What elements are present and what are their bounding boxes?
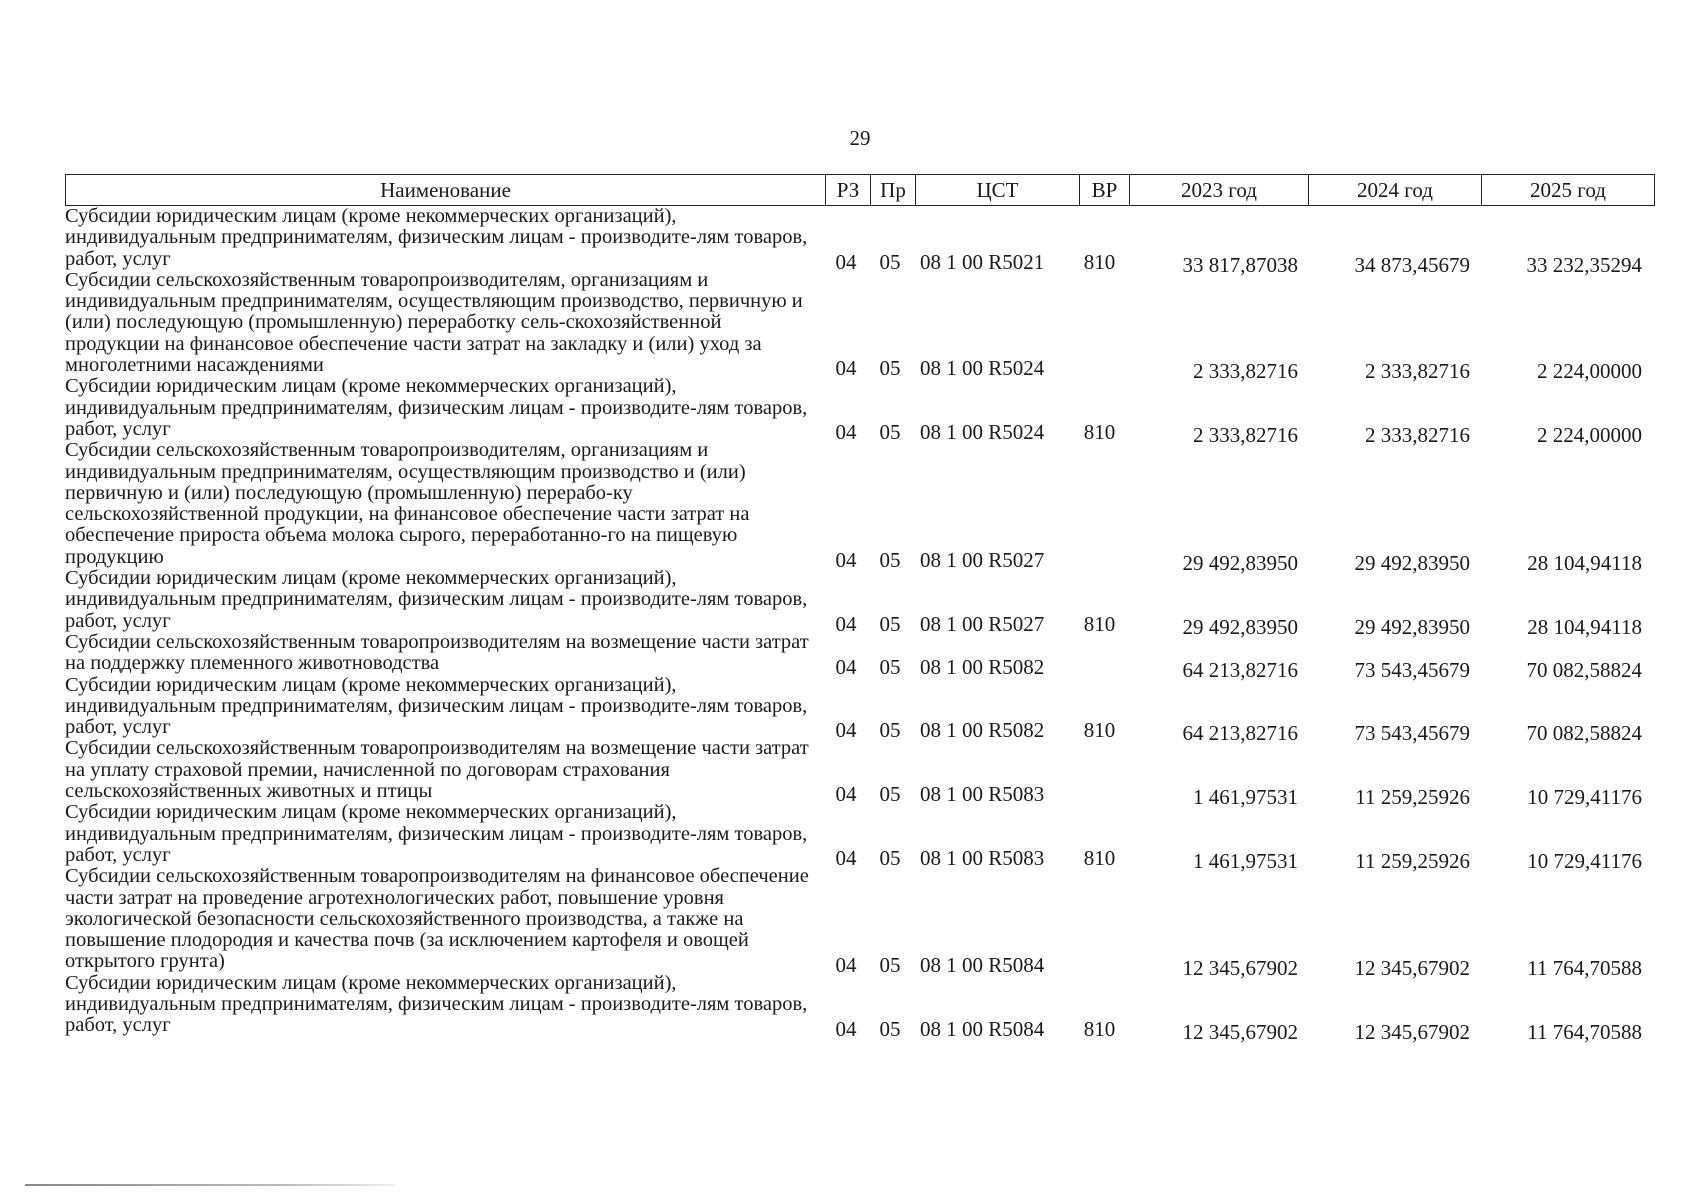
- table-header: [65, 174, 1655, 206]
- cell-pr: 05: [879, 611, 901, 636]
- cell-y2023: 2 333,82716: [1193, 359, 1298, 384]
- cell-name: Субсидии сельскохозяйственным товаропроизводителям, организациям и индивидуальным предпринимателям, осуществляющим производство, первичную и (или) последующую (промышленную) переработку сель-скохозяйственной продукции на финансовое обеспечение части затрат на закладку и (или) уход за многолетними насаждениями: [65, 268, 803, 377]
- cell-y2025: 70 082,58824: [1526, 721, 1642, 746]
- cell-vr: 810: [1083, 420, 1116, 445]
- cell-rz: 04: [835, 548, 857, 573]
- cell-y2025: 33 232,35294: [1526, 252, 1642, 277]
- cell-name: Субсидии сельскохозяйственным товаропроизводителям на возмещение части затрат на уплату страховой премии, начисленной по договорам страхования сельскохозяйственных животных и птицы: [65, 737, 809, 803]
- table-row: [65, 737, 1655, 810]
- cell-pr: 05: [879, 952, 901, 977]
- cell-pr: 05: [879, 846, 901, 871]
- cell-name: Субсидии юридическим лицам (кроме некоммерческих организаций), индивидуальным предпринимателям, физическим лицам - производите-лям товаров, работ, услуг: [65, 801, 808, 866]
- footer-rule: [25, 1184, 395, 1186]
- table-row: [65, 268, 1655, 384]
- cell-y2023: 12 345,67902: [1182, 1019, 1298, 1044]
- cell-y2023: 64 213,82716: [1182, 721, 1298, 746]
- table-row: [65, 971, 1655, 1044]
- table-row: [65, 673, 1655, 746]
- cell-y2025: 70 082,58824: [1526, 657, 1642, 682]
- cell-cst: 08 1 00 R5027: [920, 611, 1045, 636]
- cell-cst: 08 1 00 R5024: [920, 356, 1045, 381]
- cell-y2024: 73 543,45679: [1354, 657, 1470, 682]
- cell-name: Субсидии юридическим лицам (кроме некоммерческих организаций), индивидуальным предпринимателям, физическим лицам - производите-лям товаров, работ, услуг: [65, 971, 808, 1037]
- cell-pr: 05: [879, 718, 901, 743]
- table-body: [65, 205, 1655, 1044]
- cell-y2023: 29 492,83950: [1182, 614, 1298, 639]
- cell-y2024: 12 345,67902: [1354, 1019, 1470, 1044]
- cell-pr: 05: [879, 420, 901, 445]
- cell-y2025: 28 104,94118: [1527, 614, 1642, 639]
- cell-y2024: 2 333,82716: [1365, 359, 1470, 384]
- cell-rz: 04: [835, 356, 857, 381]
- cell-y2023: 2 333,82716: [1193, 423, 1298, 448]
- cell-y2025: 11 764,70588: [1527, 955, 1642, 980]
- table-row: [65, 439, 1655, 576]
- cell-y2025: 10 729,41176: [1527, 849, 1642, 874]
- cell-rz: 04: [835, 654, 857, 679]
- cell-cst: 08 1 00 R5084: [920, 1016, 1045, 1041]
- cell-cst: 08 1 00 R5082: [920, 718, 1045, 743]
- page-number: 29: [849, 126, 871, 150]
- header-pr: Пр: [871, 175, 916, 205]
- cell-y2023: 1 461,97531: [1193, 849, 1298, 874]
- cell-rz: 04: [835, 420, 857, 445]
- cell-pr: 05: [879, 249, 901, 274]
- cell-rz: 04: [835, 611, 857, 636]
- cell-y2024: 29 492,83950: [1354, 551, 1470, 576]
- cell-vr: 810: [1083, 611, 1116, 636]
- cell-name: Субсидии юридическим лицам (кроме некоммерческих организаций), индивидуальным предпринимателям, физическим лицам - производите-лям товаров, работ, услуг: [65, 673, 808, 739]
- cell-y2024: 73 543,45679: [1354, 721, 1470, 746]
- cell-rz: 04: [835, 249, 857, 274]
- cell-name: Субсидии юридическим лицам (кроме некоммерческих организаций), индивидуальным предпринимателям, физическим лицам - производите-лям товаров, работ, услуг: [65, 205, 808, 270]
- header-2025: 2025 год: [1530, 177, 1606, 202]
- table-row: [65, 865, 1655, 980]
- cell-y2025: 28 104,94118: [1527, 551, 1642, 576]
- budget-table: [65, 174, 1655, 1044]
- cell-pr: 05: [879, 782, 901, 807]
- cell-y2024: 34 873,45679: [1354, 252, 1470, 277]
- cell-vr: 810: [1083, 249, 1116, 274]
- cell-y2025: 2 224,00000: [1537, 423, 1642, 448]
- header-2023: 2023 год: [1130, 175, 1309, 205]
- cell-y2025: 11 764,70588: [1527, 1019, 1642, 1044]
- cell-y2025: 10 729,41176: [1527, 785, 1642, 810]
- cell-cst: 08 1 00 R5082: [920, 654, 1045, 679]
- header-vr: ВР: [1080, 175, 1130, 205]
- cell-y2023: 33 817,87038: [1182, 252, 1298, 277]
- table-row: [65, 801, 1655, 874]
- cell-name: Субсидии сельскохозяйственным товаропроизводителям на возмещение части затрат на поддержку племенного животноводства: [65, 630, 809, 675]
- cell-pr: 05: [879, 654, 901, 679]
- cell-y2024: 2 333,82716: [1365, 423, 1470, 448]
- cell-pr: 05: [879, 356, 901, 381]
- cell-y2024: 11 259,25926: [1355, 785, 1470, 810]
- header-rz: РЗ: [826, 175, 871, 205]
- cell-vr: 810: [1083, 718, 1116, 743]
- cell-cst: 08 1 00 R5021: [920, 249, 1045, 274]
- cell-cst: 08 1 00 R5084: [920, 952, 1045, 977]
- cell-y2025: 2 224,00000: [1537, 359, 1642, 384]
- cell-y2023: 29 492,83950: [1182, 551, 1298, 576]
- header-cst: ЦСТ: [916, 175, 1080, 205]
- cell-rz: 04: [835, 718, 857, 743]
- cell-rz: 04: [835, 782, 857, 807]
- table-row: [65, 205, 1655, 277]
- cell-pr: 05: [879, 548, 901, 573]
- table-row: [65, 375, 1655, 448]
- header-name: Наименование: [66, 175, 826, 205]
- cell-rz: 04: [835, 846, 857, 871]
- cell-name: Субсидии сельскохозяйственным товаропроизводителям, организациям и индивидуальным предпринимателям, осуществляющим производство и (или) первичную и (или) последующую (промышленную) перерабо-ку сельскохозяйственной продукции, на финансовое обеспечение части затрат на обеспечение прироста объема молока сырого, переработанно-го на пищевую продукцию: [65, 439, 750, 568]
- cell-rz: 04: [835, 952, 857, 977]
- cell-cst: 08 1 00 R5027: [920, 548, 1045, 573]
- cell-y2024: 29 492,83950: [1354, 614, 1470, 639]
- cell-y2023: 64 213,82716: [1182, 657, 1298, 682]
- table-row: [65, 567, 1655, 639]
- cell-vr: 810: [1083, 1016, 1116, 1041]
- cell-cst: 08 1 00 R5024: [920, 420, 1045, 445]
- header-2024: 2024 год: [1309, 175, 1482, 205]
- cell-name: Субсидии сельскохозяйственным товаропроизводителям на финансовое обеспечение части затрат на проведение агротехнологических работ, повышение уровня экологической безопасности сельскохозяйственного производства, а также на повышение плодородия и качества почв (за исключением картофеля и овощей открытого грунта): [65, 865, 809, 973]
- cell-vr: 810: [1083, 846, 1116, 871]
- cell-rz: 04: [835, 1016, 857, 1041]
- cell-y2023: 12 345,67902: [1182, 955, 1298, 980]
- cell-name: Субсидии юридическим лицам (кроме некоммерческих организаций), индивидуальным предпринимателям, физическим лицам - производите-лям товаров, работ, услуг: [65, 567, 808, 632]
- cell-y2024: 11 259,25926: [1355, 849, 1470, 874]
- cell-cst: 08 1 00 R5083: [920, 846, 1045, 871]
- cell-y2023: 1 461,97531: [1193, 785, 1298, 810]
- cell-y2024: 12 345,67902: [1354, 955, 1470, 980]
- cell-name: Субсидии юридическим лицам (кроме некоммерческих организаций), индивидуальным предпринимателям, физическим лицам - производите-лям товаров, работ, услуг: [65, 375, 808, 440]
- cell-cst: 08 1 00 R5083: [920, 782, 1045, 807]
- cell-pr: 05: [879, 1016, 901, 1041]
